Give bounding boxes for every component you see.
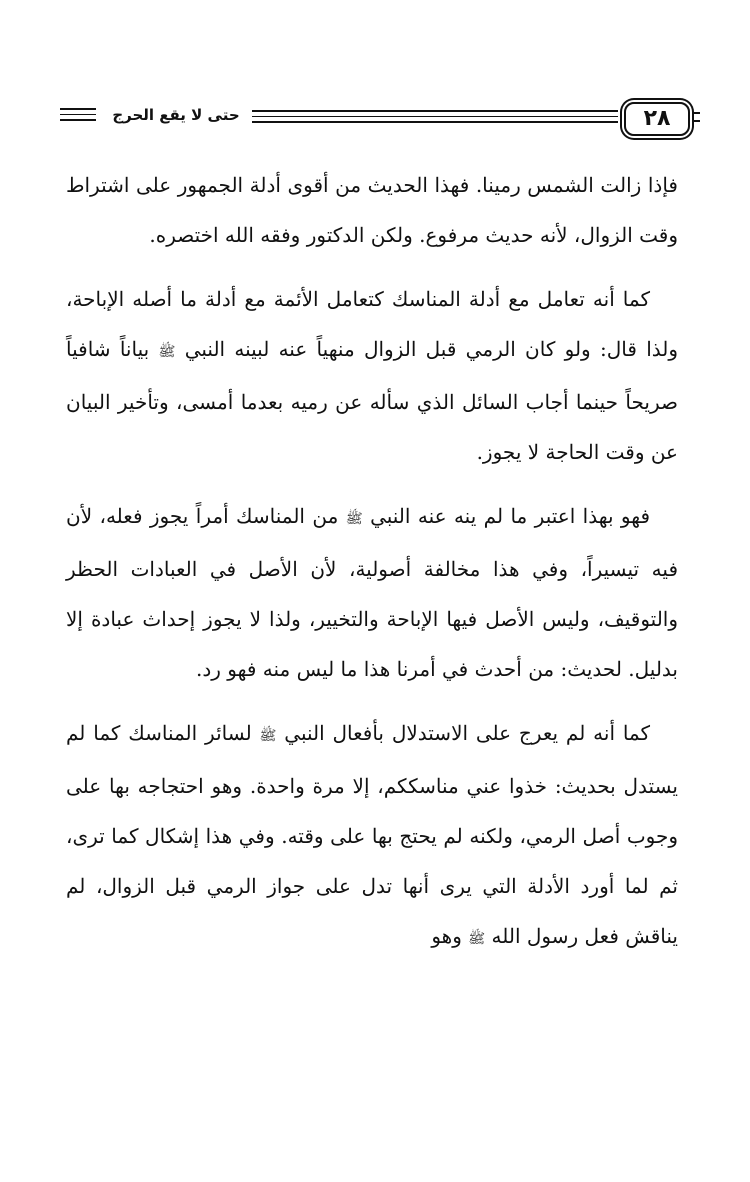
header-rule-left-bottom xyxy=(60,119,96,121)
header-rule-long-middle xyxy=(252,116,618,117)
paragraph-3 xyxy=(66,491,678,694)
salutation-symbol: ﷺ xyxy=(158,344,176,360)
paragraph-3-text-b: من المناسك أمراً يجوز فعله، لأن فيه تيسيراً، وفي هذا مخالفة أصولية، لأن الأصل في العبادات الحظر والتوقيف، وليس الأصل فيها الإباحة والتخيير، ولذا لا يجوز إحداث عبادة إلا بدليل. لحديث: من أحدث في أمرنا هذا ما ليس منه فهو رد. xyxy=(66,504,678,681)
paragraph-3-text-a: فهو بهذا اعتبر ما لم ينه عنه النبي xyxy=(370,504,651,528)
paragraph-1 xyxy=(66,160,678,260)
header-rule-left-top xyxy=(60,108,96,110)
header-rule-left-middle xyxy=(60,114,96,115)
page-header xyxy=(60,100,700,136)
running-title: حتى لا يقع الحرج xyxy=(112,106,240,124)
page-number: ٢٨ xyxy=(624,102,690,136)
header-rule-long-bottom xyxy=(252,121,618,123)
paragraph-2-text-a: كما أنه تعامل مع أدلة المناسك كتعامل الأئمة مع أدلة ما أصله الإباحة، ولذا قال: ولو كان الرمي قبل الزوال منهياً عنه لبينه النبي xyxy=(66,287,679,361)
paragraph-4-text-c: وهو xyxy=(431,924,462,948)
paragraph-2 xyxy=(66,274,678,477)
paragraph-4-text-a: كما أنه لم يعرج على الاستدلال بأفعال النبي xyxy=(284,721,651,745)
paragraph-1-text: فإذا زالت الشمس رمينا. فهذا الحديث من أقوى أدلة الجمهور على اشتراط وقت الزوال، لأنه حديث مرفوع. ولكن الدكتور وفقه الله اختصره. xyxy=(66,173,678,247)
paragraph-4 xyxy=(66,708,678,964)
salutation-symbol: ﷺ xyxy=(468,931,486,947)
salutation-symbol: ﷺ xyxy=(259,728,277,744)
paragraph-2-text-b: بياناً شافياً صريحاً حينما أجاب السائل الذي سأله عن رميه بعدما أمسى، وتأخير البيان عن وقت الحاجة لا يجوز. xyxy=(66,337,678,464)
page-body xyxy=(66,160,678,978)
header-rule-long-top xyxy=(252,110,618,112)
salutation-symbol: ﷺ xyxy=(345,511,363,527)
paragraph-4-text-b: لسائر المناسك كما لم يستدل بحديث: خذوا عني مناسككم، إلا مرة واحدة. وهو احتجاجه بها على وجوب أصل الرمي، ولكنه لم يحتج بها على وقته. وفي هذا إشكال كما ترى، ثم لما أورد الأدلة التي يرى أنها تدل على جواز الرمي قبل الزوال، لم يناقش فعل رسول الله xyxy=(66,721,678,948)
